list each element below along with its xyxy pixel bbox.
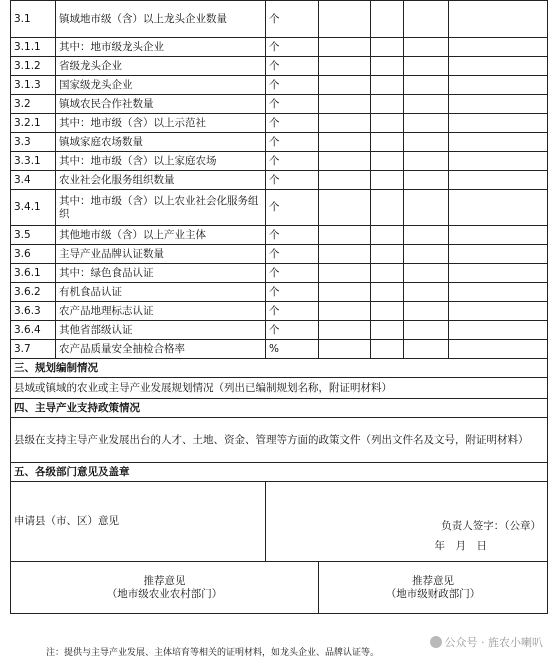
value-cell[interactable]: [371, 152, 404, 171]
value-cell[interactable]: [404, 226, 449, 245]
section-4-header-row: [11, 399, 548, 418]
table-row: [11, 340, 548, 359]
section-3-text[interactable]: 县域或镇域的农业或主导产业发展规划情况（列出已编制规划名称，附证明材料）: [11, 378, 548, 399]
value-cell[interactable]: [319, 95, 371, 114]
row-number: 3.2: [11, 95, 56, 114]
table-row: [11, 57, 548, 76]
row-number: 3.1: [11, 1, 56, 38]
value-cell[interactable]: [449, 133, 548, 152]
table-row: [11, 264, 548, 283]
row-number: 3.6: [11, 245, 56, 264]
row-number: 3.4: [11, 171, 56, 190]
section-5-header-row: [11, 463, 548, 482]
value-cell[interactable]: [319, 302, 371, 321]
row-unit: 个: [266, 57, 319, 76]
value-cell[interactable]: [449, 340, 548, 359]
watermark: [430, 634, 544, 650]
table-row: [11, 171, 548, 190]
row-label: 镇域农民合作社数量: [56, 95, 266, 114]
value-cell[interactable]: [319, 114, 371, 133]
value-cell[interactable]: [404, 245, 449, 264]
value-cell[interactable]: [449, 95, 548, 114]
county-opinion-label: 申请县（市、区）意见: [14, 515, 119, 527]
value-cell[interactable]: [449, 190, 548, 226]
row-number: 3.1.1: [11, 38, 56, 57]
row-unit: 个: [266, 321, 319, 340]
value-cell[interactable]: [319, 57, 371, 76]
row-label: 其中：地市级龙头企业: [56, 38, 266, 57]
value-cell[interactable]: [371, 114, 404, 133]
value-cell[interactable]: [371, 133, 404, 152]
table-row: [11, 1, 548, 38]
agri-recommendation-label: 推荐意见: [143, 574, 186, 587]
section-3-body-row: [11, 378, 548, 399]
value-cell[interactable]: [371, 245, 404, 264]
value-cell[interactable]: [319, 321, 371, 340]
row-number: 3.7: [11, 340, 56, 359]
section-4-title: 四、主导产业支持政策情况: [11, 399, 548, 418]
value-cell[interactable]: [371, 340, 404, 359]
value-cell[interactable]: [319, 171, 371, 190]
section-3-title: 三、规划编制情况: [11, 359, 548, 378]
row-unit: 个: [266, 190, 319, 226]
value-cell[interactable]: [371, 302, 404, 321]
value-cell[interactable]: [449, 283, 548, 302]
row-label: 其中：地市级（含）以上家庭农场: [56, 152, 266, 171]
section-4-body-row: [11, 418, 548, 463]
row-unit: 个: [266, 95, 319, 114]
section-3-header-row: [11, 359, 548, 378]
value-cell[interactable]: [371, 1, 404, 38]
value-cell[interactable]: [319, 133, 371, 152]
value-cell[interactable]: [319, 264, 371, 283]
wechat-icon: [430, 636, 442, 648]
value-cell[interactable]: [319, 226, 371, 245]
row-number: 3.1.2: [11, 57, 56, 76]
value-cell[interactable]: [319, 245, 371, 264]
value-cell[interactable]: [404, 114, 449, 133]
row-label: 其中：绿色食品认证: [56, 264, 266, 283]
agri-recommendation-cell[interactable]: [11, 562, 319, 614]
row-label: 农产品质量安全抽检合格率: [56, 340, 266, 359]
value-cell[interactable]: [404, 302, 449, 321]
value-cell[interactable]: [404, 57, 449, 76]
value-cell[interactable]: [449, 76, 548, 95]
table-row: [11, 152, 548, 171]
value-cell[interactable]: [449, 264, 548, 283]
county-opinion-cell[interactable]: [266, 482, 548, 562]
value-cell[interactable]: [404, 95, 449, 114]
value-cell[interactable]: [319, 38, 371, 57]
row-number: 3.4.1: [11, 190, 56, 226]
value-cell[interactable]: [319, 152, 371, 171]
row-number: 3.6.1: [11, 264, 56, 283]
row-number: 3.6.2: [11, 283, 56, 302]
row-number: 3.3.1: [11, 152, 56, 171]
table-row: [11, 95, 548, 114]
table-row: [11, 190, 548, 226]
row-unit: 个: [266, 38, 319, 57]
table-row: [11, 114, 548, 133]
row-unit: 个: [266, 171, 319, 190]
row-label: 镇域地市级（含）以上龙头企业数量: [56, 1, 266, 38]
county-opinion-row: [11, 482, 548, 562]
row-unit: 个: [266, 114, 319, 133]
value-cell[interactable]: [404, 1, 449, 38]
value-cell[interactable]: [371, 321, 404, 340]
value-cell[interactable]: [371, 190, 404, 226]
signer-label: 负责人签字：（公章）: [441, 520, 541, 532]
row-label: 农业社会化服务组织数量: [56, 171, 266, 190]
date-label: 年 月 日: [434, 540, 487, 552]
value-cell[interactable]: [449, 1, 548, 38]
row-label: 其中：地市级（含）以上农业社会化服务组织: [56, 190, 266, 226]
value-cell[interactable]: [371, 76, 404, 95]
value-cell[interactable]: [404, 321, 449, 340]
table-row: [11, 321, 548, 340]
row-number: 3.2.1: [11, 114, 56, 133]
row-number: 3.1.3: [11, 76, 56, 95]
value-cell[interactable]: [449, 302, 548, 321]
value-cell[interactable]: [404, 133, 449, 152]
row-label: 镇域家庭农场数量: [56, 133, 266, 152]
value-cell[interactable]: [319, 76, 371, 95]
finance-recommendation-label: 推荐意见: [412, 574, 454, 587]
row-number: 3.3: [11, 133, 56, 152]
value-cell[interactable]: [371, 264, 404, 283]
row-number: 3.6.4: [11, 321, 56, 340]
agri-department-label: （地市级农业农村部门）: [106, 587, 223, 600]
table-row: [11, 283, 548, 302]
value-cell[interactable]: [319, 283, 371, 302]
value-cell[interactable]: [371, 226, 404, 245]
row-label: 有机食品认证: [56, 283, 266, 302]
table-row: [11, 133, 548, 152]
row-unit: 个: [266, 76, 319, 95]
row-label: 主导产业品牌认证数量: [56, 245, 266, 264]
row-unit: 个: [266, 245, 319, 264]
value-cell[interactable]: [371, 38, 404, 57]
value-cell[interactable]: [371, 283, 404, 302]
value-cell[interactable]: [449, 321, 548, 340]
table-row: [11, 226, 548, 245]
footer-note: 注：提供与主导产业发展、主体培育等相关的证明材料，如龙头企业、品牌认证等。: [46, 648, 380, 658]
section-5-title: 五、各级部门意见及盖章: [11, 463, 548, 482]
row-number: 3.5: [11, 226, 56, 245]
table-row: [11, 245, 548, 264]
value-cell[interactable]: [404, 38, 449, 57]
row-unit: 个: [266, 226, 319, 245]
table-row: [11, 76, 548, 95]
value-cell[interactable]: [371, 95, 404, 114]
row-number: 3.6.3: [11, 302, 56, 321]
table-row: [11, 38, 548, 57]
value-cell[interactable]: [449, 114, 548, 133]
row-label: 其中：地市级（含）以上示范社: [56, 114, 266, 133]
section-4-text[interactable]: 县级在支持主导产业发展出台的人才、土地、资金、管理等方面的政策文件（列出文件名及文号，附证明材料）: [11, 418, 548, 463]
row-unit: 个: [266, 302, 319, 321]
value-cell[interactable]: [404, 283, 449, 302]
value-cell[interactable]: [449, 171, 548, 190]
watermark-text: 公众号 · 旌农小喇叭: [444, 636, 543, 649]
value-cell[interactable]: [404, 340, 449, 359]
value-cell[interactable]: [371, 57, 404, 76]
county-opinion-label-cell: [11, 482, 266, 562]
row-unit: %: [266, 340, 319, 359]
row-label: 其他省部级认证: [56, 321, 266, 340]
value-cell[interactable]: [404, 152, 449, 171]
row-unit: 个: [266, 264, 319, 283]
recommendation-row: [11, 562, 548, 614]
value-cell[interactable]: [404, 264, 449, 283]
value-cell[interactable]: [449, 38, 548, 57]
form-table: [10, 0, 548, 614]
row-unit: 个: [266, 283, 319, 302]
value-cell[interactable]: [404, 76, 449, 95]
value-cell[interactable]: [449, 152, 548, 171]
value-cell[interactable]: [404, 171, 449, 190]
value-cell[interactable]: [449, 57, 548, 76]
row-unit: 个: [266, 152, 319, 171]
finance-department-label: （地市级财政部门）: [385, 587, 481, 600]
row-label: 省级龙头企业: [56, 57, 266, 76]
value-cell[interactable]: [449, 226, 548, 245]
row-label: 其他地市级（含）以上产业主体: [56, 226, 266, 245]
value-cell[interactable]: [319, 340, 371, 359]
value-cell[interactable]: [404, 190, 449, 226]
row-label: 国家级龙头企业: [56, 76, 266, 95]
row-unit: 个: [266, 1, 319, 38]
value-cell[interactable]: [319, 1, 371, 38]
finance-recommendation-cell[interactable]: [319, 562, 548, 614]
table-row: [11, 302, 548, 321]
value-cell[interactable]: [449, 245, 548, 264]
row-unit: 个: [266, 133, 319, 152]
value-cell[interactable]: [319, 190, 371, 226]
value-cell[interactable]: [371, 171, 404, 190]
row-label: 农产品地理标志认证: [56, 302, 266, 321]
